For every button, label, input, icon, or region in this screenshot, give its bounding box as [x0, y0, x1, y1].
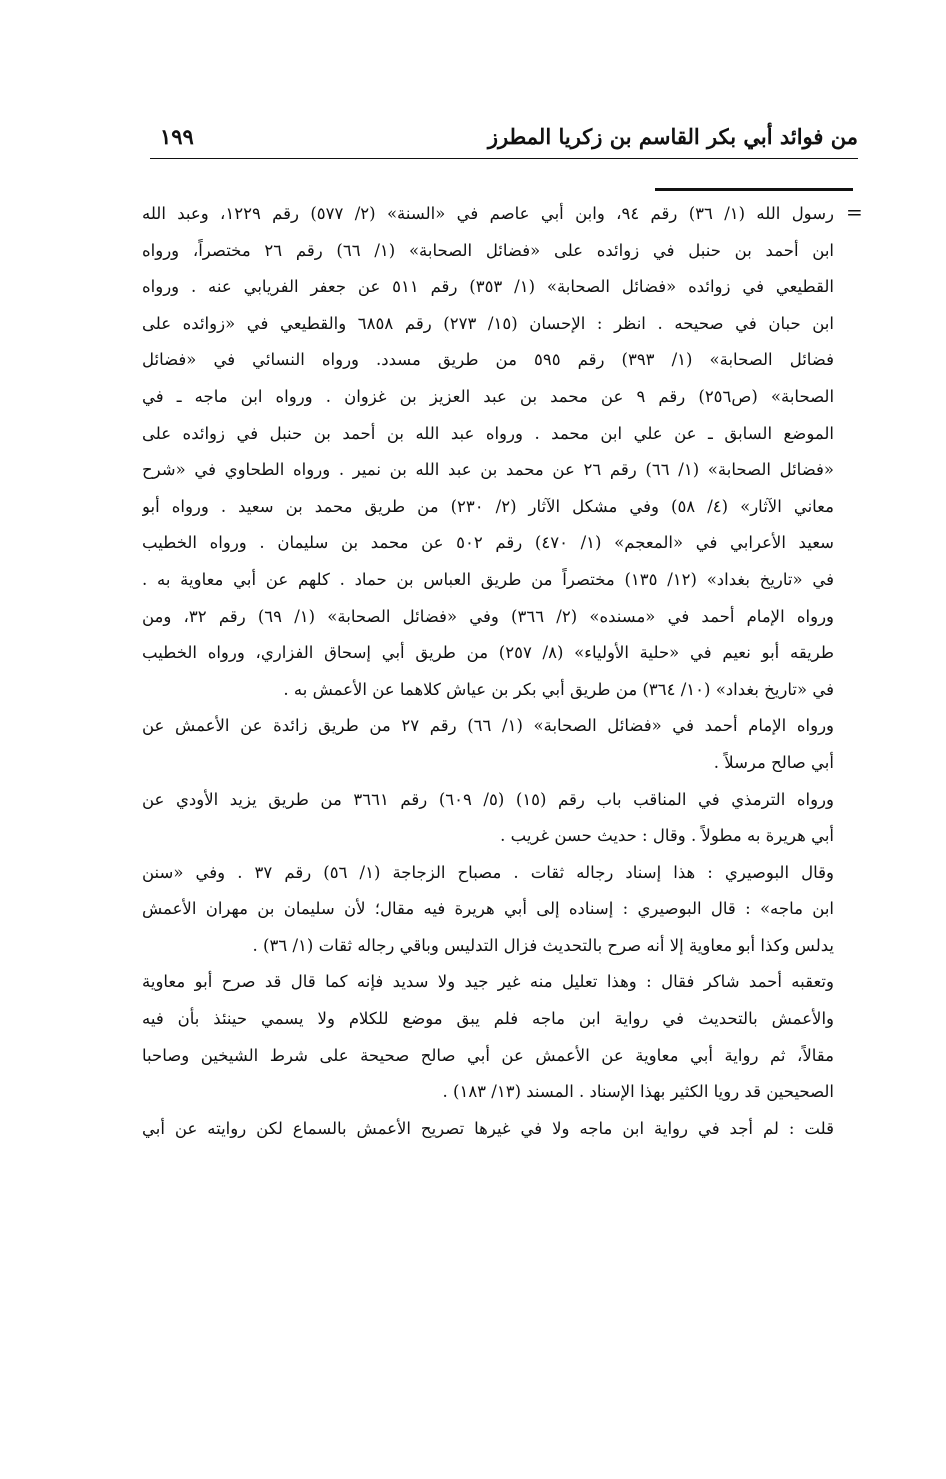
text-line: في «تاريخ بغداد» (١٠/ ٣٦٤) من طريق أبي بكر بن عياش كلاهما عن الأعمش به . [283, 679, 834, 699]
text-line: معاني الآثار» (٤/ ٥٨) وفي مشكل الآثار (٢/ ٢٣٠) من طريق محمد بن سعيد . ورواه أبو [142, 496, 834, 516]
text-line: والأعمش بالتحديث في رواية ابن ماجه فلم يبق موضع للكلام ولا يسمي حينئذ بأن فيه [142, 1009, 834, 1029]
footnote-text [142, 196, 834, 1147]
page-number: ١٩٩ [160, 124, 194, 149]
text-line: أبي هريرة به مطولاً . وقال : حديث حسن غريب . [500, 826, 834, 846]
text-line: الموضع السابق ـ عن علي ابن محمد . ورواه عبد الله بن أحمد بن حنبل في زوائده على [142, 423, 834, 443]
text-line: يدلس وكذا أبو معاوية إلا أنه صرح بالتحديث فزال التدليس وباقي رجاله ثقات (١/ ٣٦) . [252, 935, 834, 955]
text-line: قلت : لم أجد في رواية ابن ماجه ولا في غيرها تصريح الأعمش بالسماع لكن روايته عن أبي [142, 1118, 834, 1138]
text-line: «فضائل الصحابة» (١/ ٦٦) رقم ٢٦ عن محمد بن عبد الله بن نمير . ورواه الطحاوي في «شرح [142, 460, 834, 480]
running-title: من فوائد أبي بكر القاسم بن زكريا المطرز [487, 124, 858, 149]
text-line: ورواه الإمام أحمد في «فضائل الصحابة» (١/ ٦٦) رقم ٢٧ من طريق زائدة عن الأعمش عن [142, 716, 834, 736]
text-line: وقال البوصيري : هذا إسناد رجاله ثقات . مصباح الزجاجة (١/ ٥٦) رقم ٣٧ . وفي «سنن [142, 862, 834, 882]
text-line: ابن حبان في صحيحه . انظر : الإحسان (١٥/ ٢٧٣) رقم ٦٨٥٨ والقطيعي في «زوائده على [142, 313, 834, 333]
text-line: الصحيحين قد رويا الكثير بهذا الإسناد . المسند (١٣/ ١٨٣) . [442, 1082, 834, 1102]
text-line: الصحابة» (ص٢٥٦) رقم ٩ عن محمد بن عبد العزيز بن غزوان . ورواه ابن ماجه ـ في [142, 386, 834, 406]
text-line: ورواه الترمذي في المناقب باب رقم (١٥) (٥/ ٦٠٩) رقم ٣٦٦١ من طريق يزيد الأودي عن [142, 789, 834, 809]
text-line: أبي صالح مرسلاً . [713, 752, 834, 772]
text-line: رسول الله (١/ ٣٦) رقم ٩٤، وابن أبي عاصم في «السنة» (٢/ ٥٧٧) رقم ١٢٢٩، وعبد الله [142, 204, 834, 223]
page-header [150, 118, 858, 158]
text-line: وتعقبه أحمد شاكر فقال : وهذا تعليل منه غير جيد ولا سديد فإنه كما قال قد صرح أبو معاوية [142, 972, 834, 992]
text-line: فضائل الصحابة» (١/ ٣٩٣) رقم ٥٩٥ من طريق مسدد. ورواه النسائي في «فضائل [142, 350, 834, 370]
text-line: ابن أحمد بن حنبل في زوائده على «فضائل الصحابة» (١/ ٦٦) رقم ٢٦ مختصراً، ورواه [142, 240, 834, 260]
text-line: ورواه الإمام أحمد في «مسنده» (٢/ ٣٦٦) وفي «فضائل الصحابة» (١/ ٦٩) رقم ٣٢، ومن [142, 606, 834, 626]
text-line: سعيد الأعرابي في «المعجم» (١/ ٤٧٠) رقم ٥٠٢ عن محمد بن سليمان . ورواه الخطيب [142, 533, 834, 553]
text-line: طريقه أبو نعيم في «حلية الأولياء» (٨/ ٢٥٧) من طريق أبي إسحاق الفزاري، ورواه الخطيب [142, 643, 834, 663]
text-line: القطيعي في زوائده «فضائل الصحابة» (١/ ٣٥٣) رقم ٥١١ عن جعفر الفريابي عنه . ورواه [142, 277, 834, 297]
text-line: مقالاً، ثم رواية أبي معاوية عن الأعمش عن أبي صالح صحيحة على شرط الشيخين وصاحبا [142, 1045, 834, 1065]
footnote-separator-rule [655, 188, 853, 191]
text-line: في «تاريخ بغداد» (١٢/ ١٣٥) مختصراً من طريق العباس بن حماد . كلهم عن أبي معاوية به . [142, 569, 834, 589]
text-line: ابن ماجه» : قال البوصيري : إسناده إلى أبي هريرة فيه مقال؛ لأن سليمان بن مهران الأعمش [142, 899, 834, 919]
footnote-continuation-mark: = [846, 200, 863, 224]
header-rule [150, 158, 858, 159]
